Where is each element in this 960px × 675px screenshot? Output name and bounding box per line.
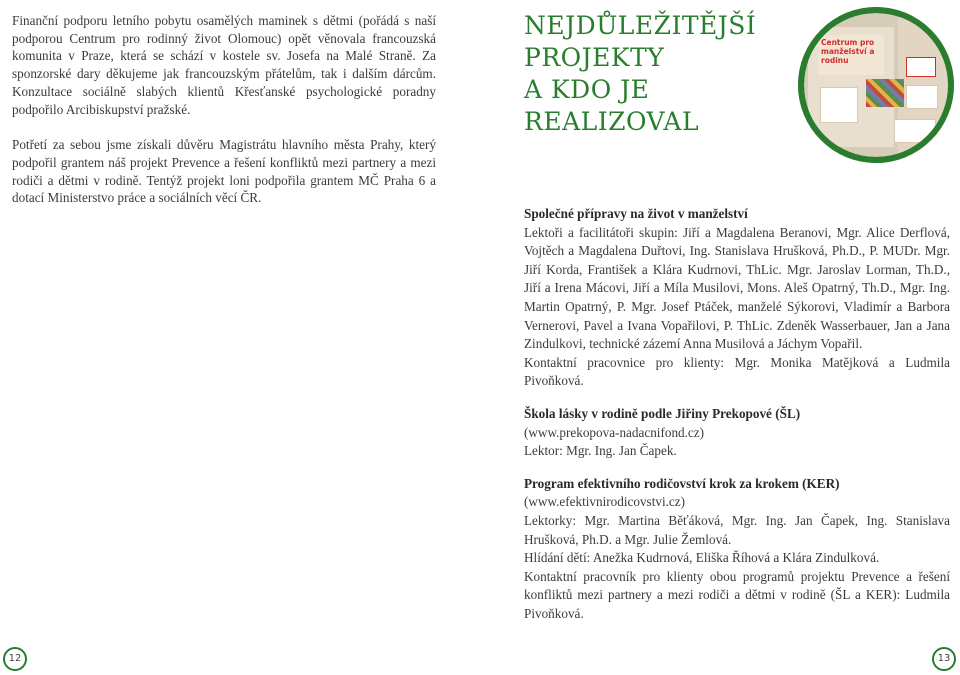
heading-line: A KDO JE: [524, 75, 650, 104]
heading-line: REALIZOVAL: [524, 107, 700, 136]
heading-line: NEJDŮLEŽITĚJŠÍ: [524, 11, 757, 40]
left-page-body: [12, 12, 436, 207]
projects-list: [524, 205, 950, 623]
project-block: [524, 205, 950, 391]
project-title: Škola lásky v rodině podle Jiřiny Prekopové (ŠL): [524, 405, 801, 421]
project-link[interactable]: (www.prekopova-nadacnifond.cz): [524, 424, 705, 440]
photo-sign-line: Centrum pro: [821, 38, 875, 47]
centre-photo: [798, 7, 954, 163]
heading-line: PROJEKTY: [524, 43, 665, 72]
project-text: Lektorky: Mgr. Martina Běťáková, Mgr. Ing. Jan Čapek, Ing. Stanislava Hrušková, Ph.D. a Mgr. Julie Žemlová.: [524, 512, 950, 547]
left-paragraph-1: Finanční podporu letního pobytu osamělých maminek s dětmi (pořádá s naší podporou Centrum pro rodinný život Olomouc) opět věnovala francouzská komunita v Praze, která se schází v kostele sv. Josefa na Malé Straně. Za sponzorské dary děkujeme jak francouzským přátelům, tak i dalším dárcům. Konzultace sociálně slabých klientů Křesťanské psychologické poradny podpořilo Arcibiskupství pražské.: [12, 13, 436, 117]
project-text: Lektor: Mgr. Ing. Jan Čapek.: [524, 443, 677, 459]
photo-sign-line: manželství a rodinu: [821, 47, 875, 65]
photo-ring: [798, 7, 954, 163]
section-heading: [524, 10, 756, 138]
project-text: Hlídání dětí: Anežka Kudrnová, Eliška Říhová a Klára Zindulková.: [524, 550, 880, 566]
left-paragraph-2: Potřetí za sebou jsme získali důvěru Magistrátu hlavního města Prahy, který podpořil grantem náš projekt Prevence a řešení konfliktů mezi partnery a mezi rodiči a dětmi v rodině. Tentýž projekt loni podpořila grantem MČ Praha 6 a dotací Ministerstvo práce a sociálních věcí ČR.: [12, 137, 436, 206]
project-text: Kontaktní pracovník pro klienty obou programů projektu Prevence a řešení konfliktů mezi partnery a mezi rodiči a dětmi v rodině (ŠL a KER): Ludmila Pivoňková.: [524, 568, 950, 621]
project-title: Společné přípravy na život v manželství: [524, 206, 748, 221]
project-block: [524, 405, 950, 461]
page-number-right: 13: [932, 647, 956, 671]
page-number-left: 12: [3, 647, 27, 671]
project-text: Lektoři a facilitátoři skupin: Jiří a Magdalena Beranovi, Mgr. Alice Derflová, Vojtěch a Magdalena Duřtovi, Ing. Stanislava Hrušková, Ph.D., P. MUDr. Mgr. Jiří Korda, František a Klára Kudrnovi, ThLic. Mgr. Jaroslav Lorman, Th.D., Jiří a Irena Mácovi, Jiří a Míla Musilovi, Mons. Aleš Opatrný, Th.D., Mgr. Ing. Martin Opatrný, P. Mgr. Josef Ptáček, manželé Sýkorovi, Vladimír a Barbora Vernerovi, Pavel a Ivana Vopařilovi, P. ThLic. Zdeněk Wasserbauer, Jan a Jana Zindulkovi, technické zázemí Anna Musilová a Jáchym Vopařil.: [524, 224, 950, 352]
project-link[interactable]: (www.efektivnirodicovstvi.cz): [524, 494, 686, 510]
project-block: [524, 475, 950, 624]
right-page: [480, 0, 960, 675]
project-title: Program efektivního rodičovství krok za krokem (KER): [524, 475, 840, 491]
project-text: Kontaktní pracovnice pro klienty: Mgr. Monika Matějková a Ludmila Pivoňková.: [524, 354, 950, 389]
